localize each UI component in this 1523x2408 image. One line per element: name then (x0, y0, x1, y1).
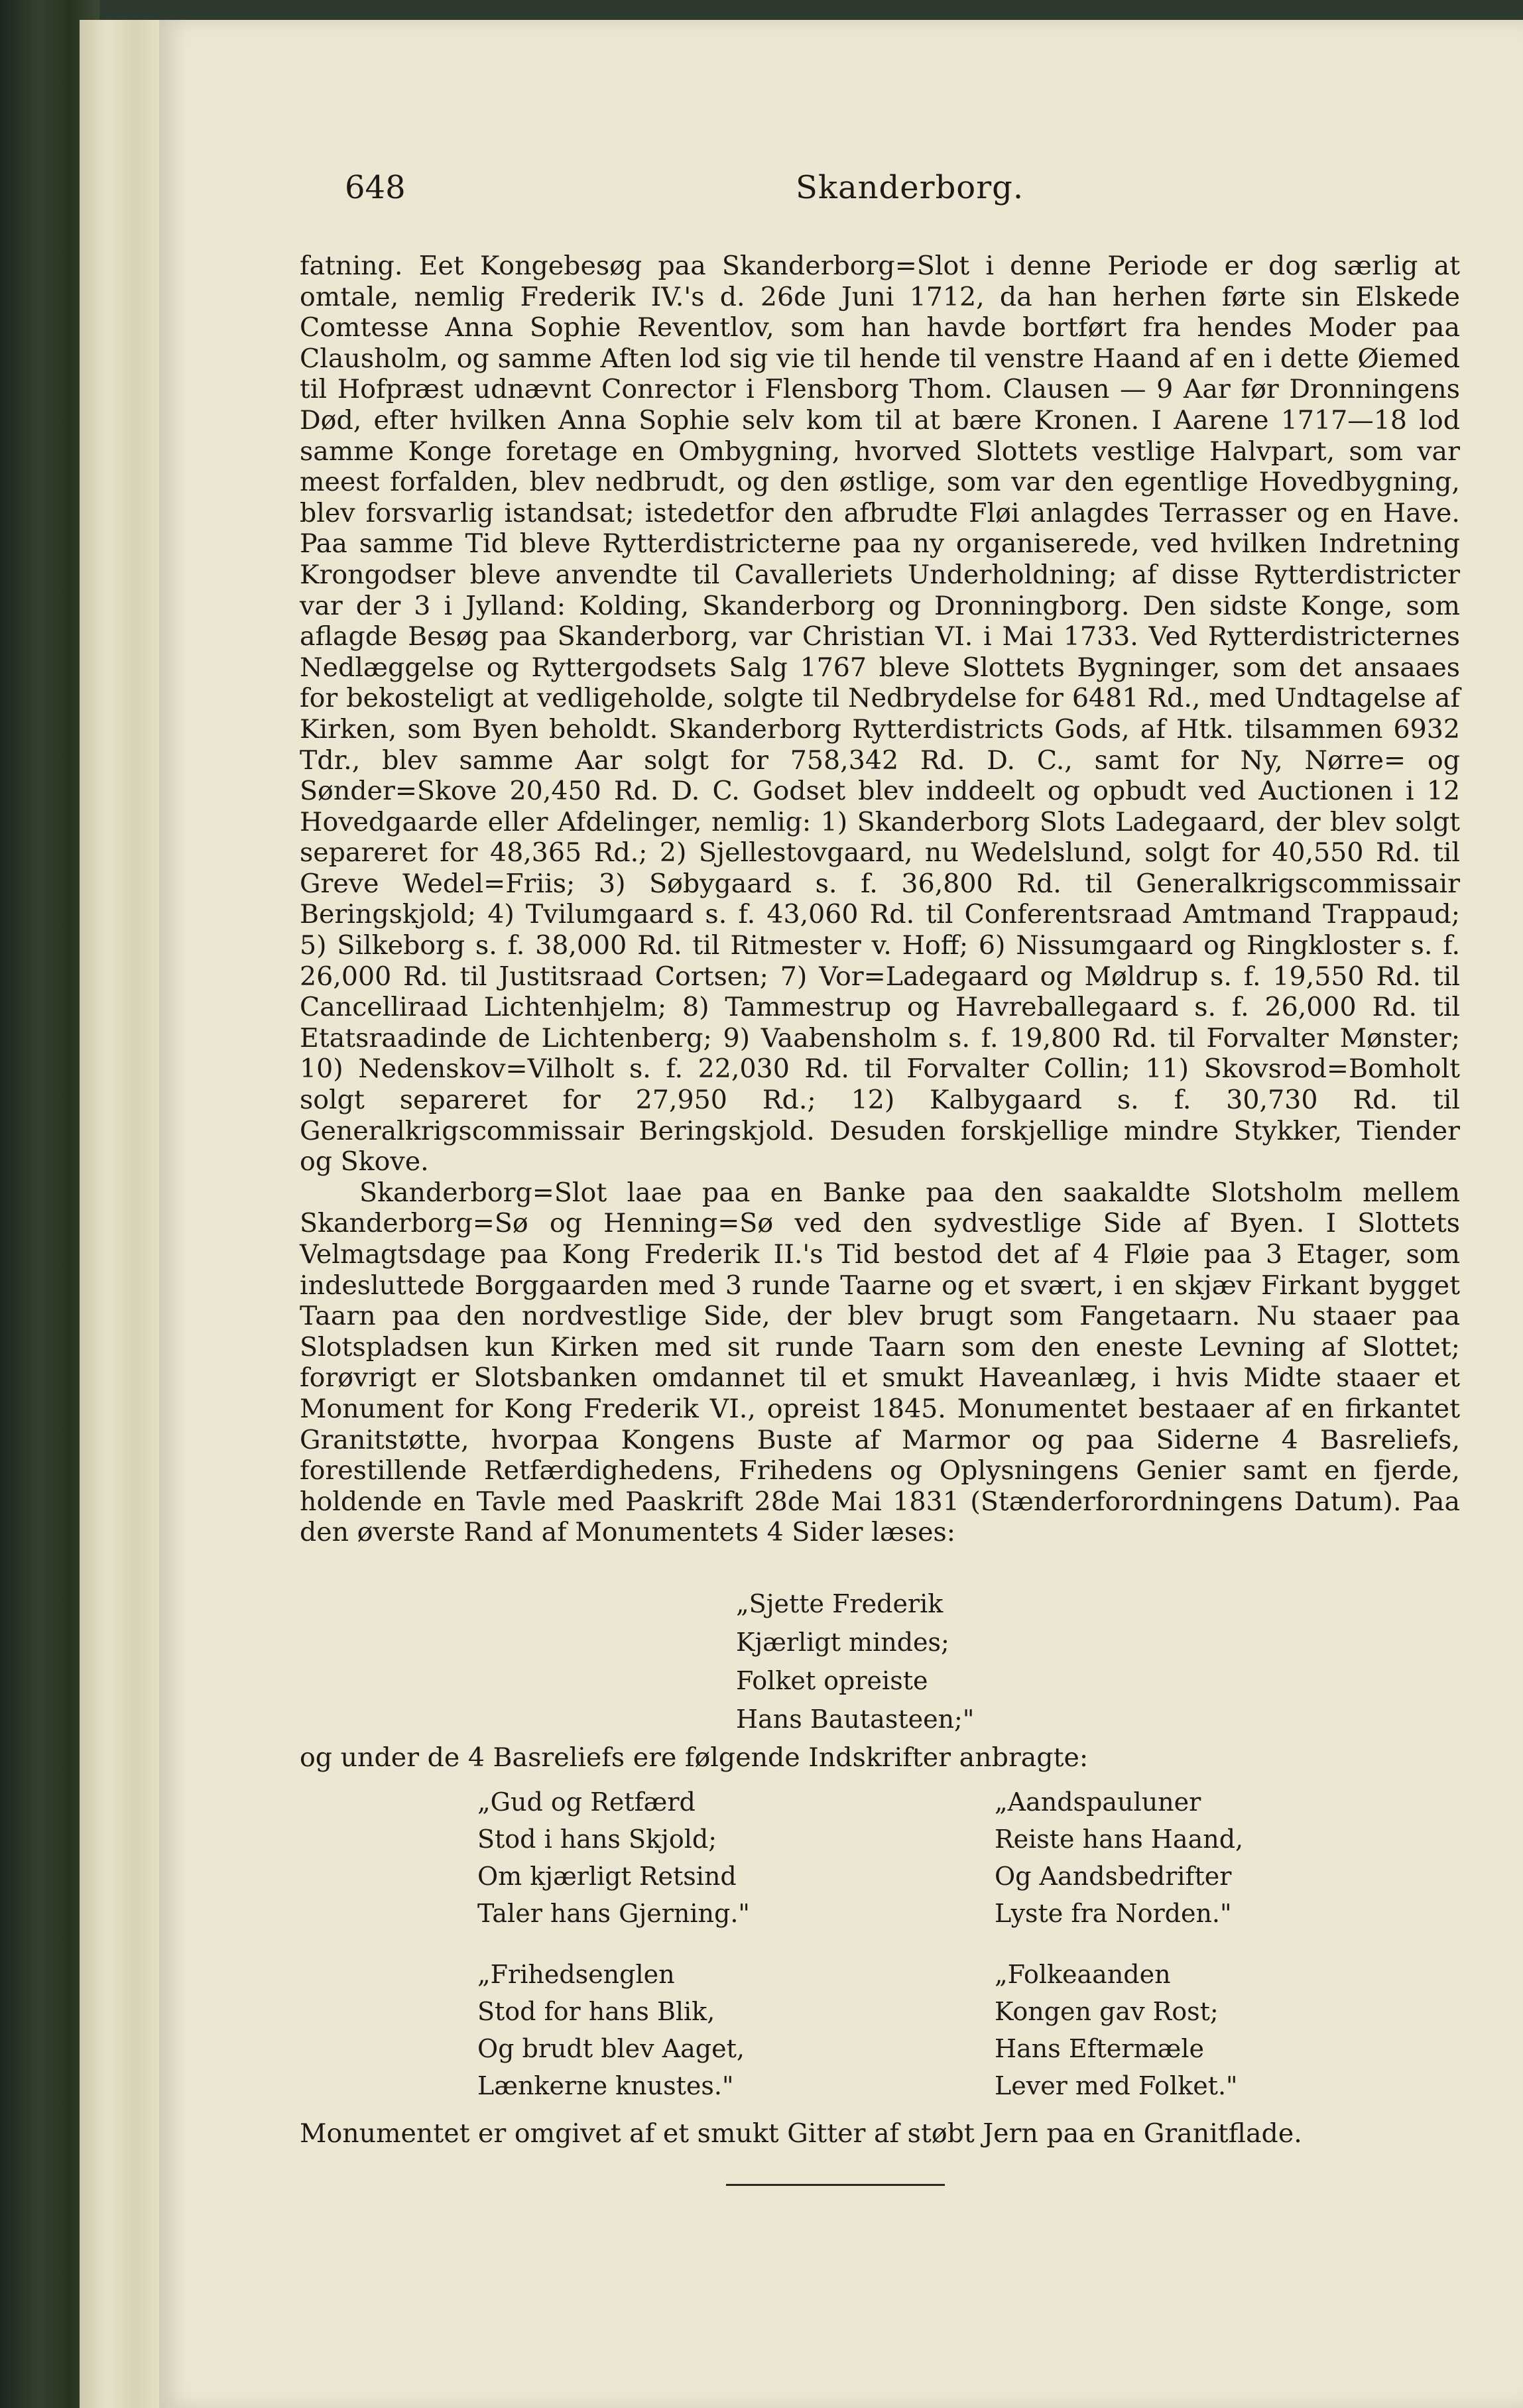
verse-line: Reiste hans Haand, (995, 1825, 1244, 1854)
verse-line: „Aandspauluner (995, 1787, 1201, 1817)
paragraph: fatning. Eet Kongebesøg paa Skanderborg=Slot i denne Periode er dog særlig at omtale, nemlig Frederik IV.'s d. 26de Juni 1712, da han herhen førte sin Elskede Comtesse Anna Sophie Reventlov, som han havde bortført fra hendes Moder paa Clausholm, og samme Aften lod sig vie til hende til venstre Haand af en i dette Øiemed til Hofpræst udnævnt Conrector i Flensborg Thom. Clausen — 9 Aar før Dronningens Død, efter hvilken Anna Sophie selv kom til at bære Kronen. I Aarene 1717—18 lod samme Konge foretage en Ombygning, hvorved Slottets vestlige Halvpart, som var meest forfalden, blev nedbrudt, og den østlige, som var den egentlige Hovedbygning, blev forsvarlig istandsat; istedetfor den afbrudte Fløi anlagdes Terrasser og en Have. Paa samme Tid bleve Rytterdistricterne paa ny organiserede, ved hvilken Indretning Krongodser bleve anvendte til Cavalleriets Underholdning; af disse Rytterdistricter var der 3 i Jylland: Kolding, Skanderborg og Dronningborg. Den sidste Konge, som aflagde Besøg paa Skanderborg, var Christian VI. i Mai 1733. Ved Rytterdistricternes Nedlæggelse og Ryttergodsets Salg 1767 bleve Slottets Bygninger, som det ansaaes for bekosteligt at vedligeholde, solgte til Nedbrydelse for 6481 Rd., med Undtagelse af Kirken, som Byen beholdt. Skanderborg Rytterdistricts Gods, af Htk. tilsammen 6932 Tdr., blev samme Aar solgt for 758,342 Rd. D. C., samt for Ny, Nørre= og Sønder=Skove 20,450 Rd. D. C. Godset blev inddeelt og opbudt ved Auctionen i 12 Hovedgaarde eller Afdelinger, nemlig: 1) Skanderborg Slots Ladegaard, der blev solgt separeret for 48,365 Rd.; 2) Sjellestovgaard, nu Wedelslund, solgt for 40,550 Rd. til Greve Wedel=Friis; 3) Søbygaard s. f. 36,800 Rd. til Generalkrigscommissair Beringskjold; 4) Tvilumgaard s. f. 43,060 Rd. til Conferentsraad Amtmand Trappaud; 5) Silkeborg s. f. 38,000 Rd. til Ritmester v. Hoff; 6) Nissumgaard og Ringkloster s. f. 26,000 Rd. til Justitsraad Cortsen; 7) Vor=Ladegaard og Møldrup s. f. 19,550 Rd. til Cancelliraad Lichtenhjelm; 8) Tammestrup og Havreballegaard s. f. 26,000 Rd. til Etatsraadinde de Lichtenberg; 9) Vaabensholm s. f. 19,800 Rd. til Forvalter Mønster; 10) Nedenskov=Vilholt s. f. 22,030 Rd. til Forvalter Collin; 11) Skovsrod=Bomholt solgt separeret for 27,950 Rd.; 12) Kalbygaard s. f. 30,730 Rd. til Generalkrigscommissair Beringskjold. Desuden forskjellige mindre Stykker, Tiender og Skove. (300, 251, 1460, 1177)
basrelief-verse (477, 1956, 875, 2104)
verse-line: „Folkeaanden (995, 1960, 1171, 1989)
monument-inscription (736, 1585, 1200, 1738)
section-divider (726, 2184, 945, 2186)
basrelief-verse (995, 1956, 1392, 2104)
verse-line: Stod for hans Blik, (477, 1997, 715, 2026)
verse-line: „Frihedsenglen (477, 1960, 675, 1989)
verse-line: Lever med Folket." (995, 2071, 1238, 2100)
inscription-line: Kjærligt mindes; (736, 1628, 949, 1657)
closing-sentence: Monumentet er omgivet af et smukt Gitter af støbt Jern paa en Granitflade. (300, 2118, 1302, 2149)
verse-line: Om kjærligt Retsind (477, 1862, 737, 1891)
verse-line: Lænkerne knustes." (477, 2071, 734, 2100)
inscription-line: Folket opreiste (736, 1666, 928, 1695)
basrelief-verse (477, 1783, 875, 1932)
basrelief-verse (995, 1783, 1392, 1932)
verse-line: Og Aandsbedrifter (995, 1862, 1232, 1891)
verse-line: Taler hans Gjerning." (477, 1899, 750, 1928)
page-number: 648 (345, 169, 406, 206)
running-title: Skanderborg. (796, 169, 1024, 206)
verse-line: „Gud og Retfærd (477, 1787, 696, 1817)
verse-line: Stod i hans Skjold; (477, 1825, 717, 1854)
verse-line: Lyste fra Norden." (995, 1899, 1232, 1928)
paragraph: Skanderborg=Slot laae paa en Banke paa den saakaldte Slotsholm mellem Skanderborg=Sø og Henning=Sø ved den sydvestlige Side af Byen. I Slottets Velmagtsdage paa Kong Frederik II.'s Tid bestod det af 4 Fløie paa 3 Etager, som indesluttede Borggaarden med 3 runde Taarne og et svært, i en skjæv Firkant bygget Taarn paa den nordvestlige Side, der blev brugt som Fangetaarn. Nu staaer paa Slotspladsen kun Kirken med sit runde Taarn som den eneste Levning af Slottet; forøvrigt er Slotsbanken omdannet til et smukt Haveanlæg, i hvis Midte staaer et Monument for Kong Frederik VI., opreist 1845. Monumentet bestaaer af en firkantet Granitstøtte, hvorpaa Kongens Buste af Marmor og paa Siderne 4 Basreliefs, forestillende Retfærdighedens, Frihedens og Oplysningens Genier samt en fjerde, holdende en Tavle med Paaskrift 28de Mai 1831 (Stænderforordningens Datum). Paa den øverste Rand af Monumentets 4 Sider læses: (300, 1177, 1460, 1548)
basrelief-caption: og under de 4 Basreliefs ere følgende Indskrifter anbragte: (300, 1742, 1089, 1773)
verse-line: Og brudt blev Aaget, (477, 2034, 745, 2063)
inscription-line: Hans Bautasteen;" (736, 1705, 975, 1734)
verse-line: Kongen gav Rost; (995, 1997, 1219, 2026)
verse-line: Hans Eftermæle (995, 2034, 1204, 2063)
page-header (345, 169, 1024, 222)
body-text (300, 251, 1460, 1548)
inscription-line: „Sjette Frederik (736, 1589, 944, 1618)
page-edge (80, 20, 172, 2408)
